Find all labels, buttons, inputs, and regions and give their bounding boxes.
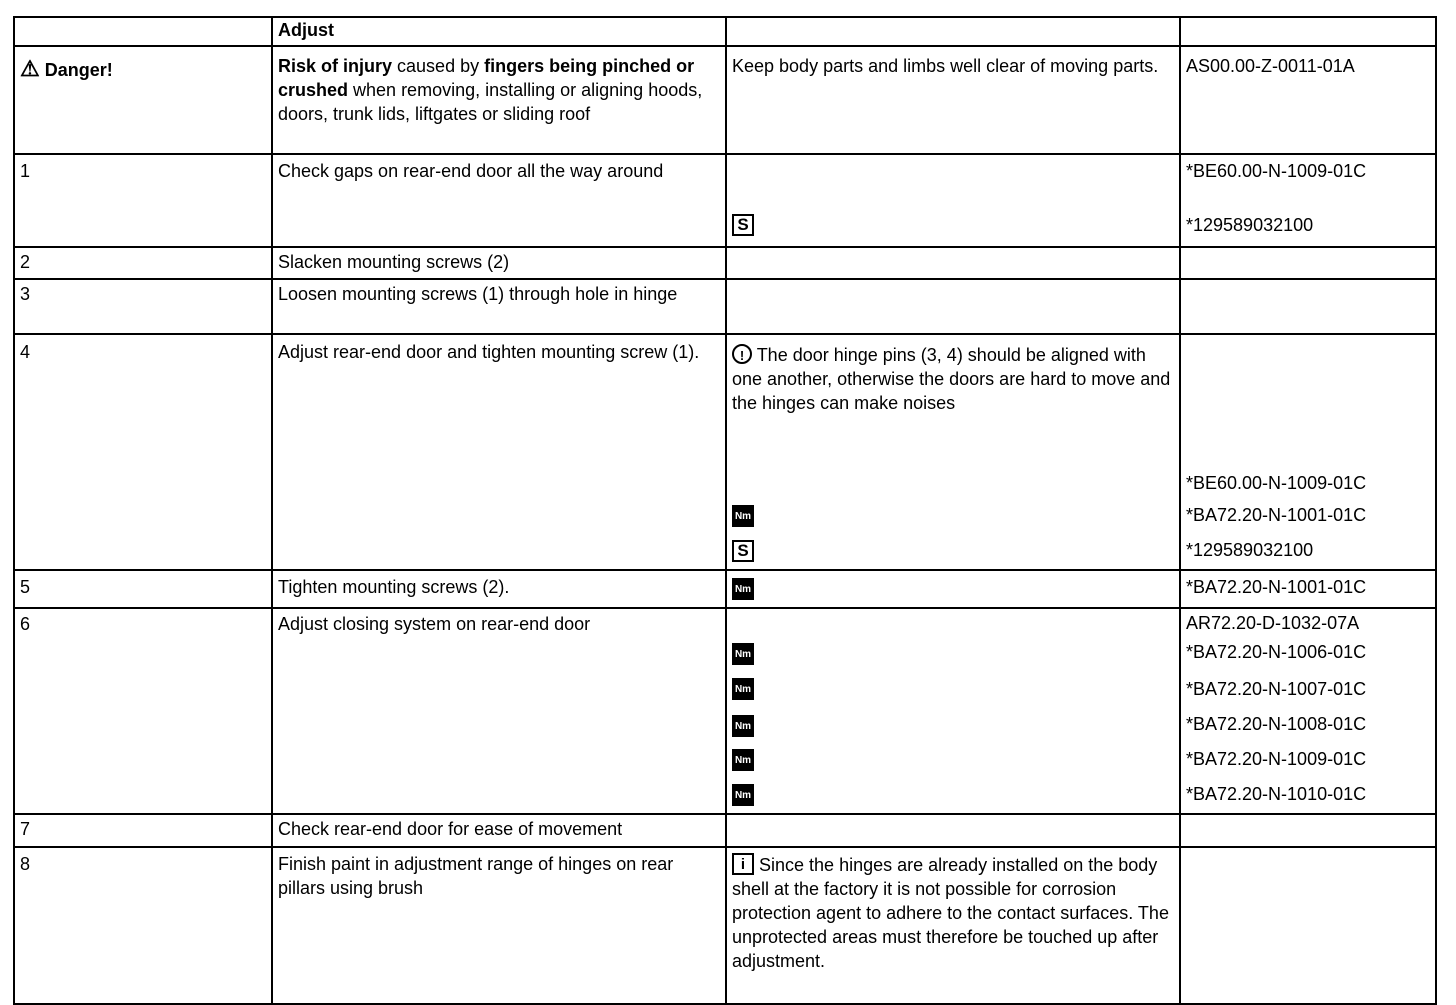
danger-ref: AS00.00-Z-0011-01A xyxy=(1186,56,1355,76)
step-row: 1 Check gaps on rear-end door all the way around S *BE60.00-N-1009-01C *129589032100 xyxy=(15,153,1435,246)
procedure-table xyxy=(13,16,1437,1005)
header-row xyxy=(15,18,1435,45)
step-row: 6 Adjust closing system on rear-end door Nm Nm Nm Nm Nm AR72.20-D-1032-07A *BA72.20-N-1006-01C *BA72.20-N-1007-01C *BA72.20-N-1008-01C *BA72.20-N-1009-01C *BA72.20-N-1010-01C xyxy=(15,607,1435,813)
caution-note-icon: ! xyxy=(732,344,752,364)
reference-link[interactable]: *BA72.20-N-1008-01C xyxy=(1186,714,1367,734)
reference-link[interactable]: *BA72.20-N-1009-01C xyxy=(1186,749,1367,769)
reference-link[interactable]: *129589032100 xyxy=(1186,215,1314,235)
danger-label: Danger! xyxy=(44,60,113,80)
torque-nm-icon: Nm xyxy=(732,749,754,771)
reference-link[interactable]: *BE60.00-N-1009-01C xyxy=(1186,473,1367,493)
step-row: 3 Loosen mounting screws (1) through hole in hinge xyxy=(15,278,1435,333)
reference-link[interactable]: *BA72.20-N-1006-01C xyxy=(1186,642,1367,662)
info-icon: i xyxy=(732,853,754,875)
reference-link[interactable]: AR72.20-D-1032-07A xyxy=(1186,613,1360,633)
reference-link[interactable]: *BA72.20-N-1007-01C xyxy=(1186,679,1367,699)
step-row: 7 Check rear-end door for ease of movement xyxy=(15,813,1435,846)
torque-nm-icon: Nm xyxy=(732,505,754,527)
reference-link[interactable]: *BE60.00-N-1009-01C xyxy=(1186,161,1367,181)
reference-link[interactable]: *129589032100 xyxy=(1186,540,1314,560)
danger-advice: Keep body parts and limbs well clear of moving parts. xyxy=(727,47,1181,153)
step-row: 4 Adjust rear-end door and tighten mounting screw (1). ! The door hinge pins (3, 4) should be aligned with one another, otherwise the doors are hard to move and the hinges can make noises Nm S *BE60.00-N-1009-01C *BA72.20-N-1001-01C *129589032100 xyxy=(15,333,1435,569)
torque-nm-icon: Nm xyxy=(732,784,754,806)
danger-risk: Risk of injury caused by fingers being pinched or crushed when removing, installing or aligning hoods, doors, trunk lids, liftgates or sliding roof xyxy=(273,47,727,153)
reference-link[interactable]: *BA72.20-N-1010-01C xyxy=(1186,784,1367,804)
reference-link[interactable]: *BA72.20-N-1001-01C xyxy=(1186,577,1367,597)
step-row: 2 Slacken mounting screws (2) xyxy=(15,246,1435,278)
step-row: 8 Finish paint in adjustment range of hinges on rear pillars using brush i Since the hinges are already installed on the body shell at the factory it is not possible for corrosion protection agent to adhere to the contact surfaces. The unprotected areas must therefore be touched up after adjustment. xyxy=(15,846,1435,1003)
torque-nm-icon: Nm xyxy=(732,578,754,600)
tool-icon: S xyxy=(732,540,754,562)
torque-nm-icon: Nm xyxy=(732,643,754,665)
reference-link[interactable]: *BA72.20-N-1001-01C xyxy=(1186,505,1367,525)
header-title: Adjust xyxy=(273,18,727,45)
step-row: 5 Tighten mounting screws (2). Nm *BA72.20-N-1001-01C xyxy=(15,569,1435,607)
tool-icon: S xyxy=(732,214,754,236)
note: ! The door hinge pins (3, 4) should be aligned with one another, otherwise the doors are hard to move and the hinges can make noises xyxy=(732,345,1171,413)
note: Since the hinges are already installed on the body shell at the factory it is not possible for corrosion protection agent to adhere to the contact surfaces. The unprotected areas must therefore be touched up after adjustment. xyxy=(732,855,1169,971)
danger-row xyxy=(15,45,1435,153)
torque-nm-icon: Nm xyxy=(732,678,754,700)
torque-nm-icon: Nm xyxy=(732,715,754,737)
warning-triangle-icon: ⚠ xyxy=(20,56,40,81)
